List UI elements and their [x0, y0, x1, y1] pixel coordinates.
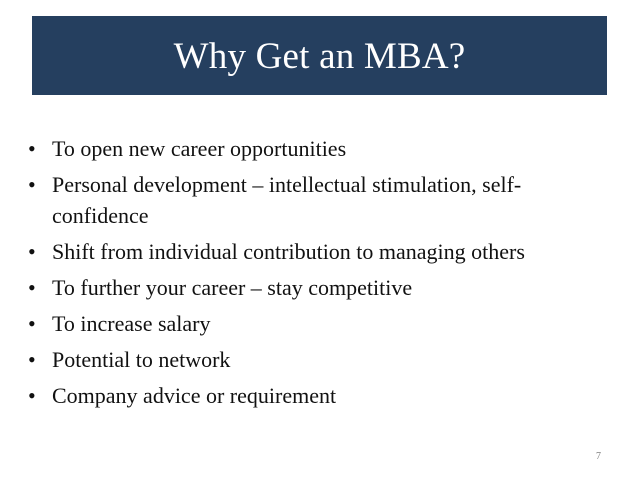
- bullet-icon: •: [28, 136, 36, 161]
- bullet-text: Shift from individual contribution to managing others: [52, 239, 525, 264]
- bullet-icon: •: [28, 383, 36, 408]
- page-number: 7: [596, 451, 601, 462]
- bullet-text: To open new career opportunities: [52, 136, 347, 161]
- bullet-item: [28, 380, 588, 411]
- bullet-icon: •: [28, 172, 36, 197]
- bullet-item: [28, 272, 588, 303]
- bullet-item: [28, 236, 588, 267]
- bullet-item: [28, 308, 588, 339]
- bullet-list: [28, 133, 588, 416]
- bullet-text: Personal development – intellectual stimulation, self-confidence: [52, 172, 522, 228]
- bullet-icon: •: [28, 347, 36, 372]
- bullet-text: Potential to network: [52, 347, 231, 372]
- bullet-item: [28, 169, 588, 231]
- title-bar: [32, 16, 607, 95]
- bullet-text: Company advice or requirement: [52, 383, 337, 408]
- slide-title: Why Get an MBA?: [173, 36, 466, 77]
- bullet-icon: •: [28, 239, 36, 264]
- bullet-icon: •: [28, 275, 36, 300]
- bullet-item: [28, 133, 588, 164]
- bullet-text: To increase salary: [52, 311, 211, 336]
- bullet-text: To further your career – stay competitive: [52, 275, 413, 300]
- bullet-icon: •: [28, 311, 36, 336]
- bullet-item: [28, 344, 588, 375]
